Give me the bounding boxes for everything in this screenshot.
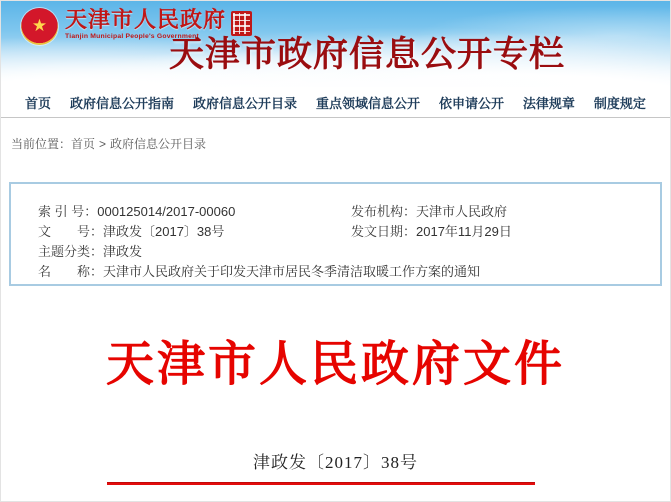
nav-item-disclosure-catalog[interactable]: 政府信息公开目录 <box>192 95 297 111</box>
nav-item-system-rules[interactable]: 制度规定 <box>593 95 646 111</box>
meta-docno <box>38 225 351 239</box>
meta-date-label: 发文日期： <box>351 224 417 239</box>
site-banner <box>1 1 670 87</box>
meta-row-4 <box>38 265 650 279</box>
meta-row-1 <box>38 205 650 219</box>
banner-title: 天津市政府信息公开专栏 <box>169 35 566 74</box>
breadcrumb-home-link[interactable]: 首页 <box>71 137 96 151</box>
main-nav <box>1 87 670 118</box>
meta-name <box>38 265 480 279</box>
nav-item-laws-regulations[interactable]: 法律规章 <box>522 95 575 111</box>
nav-item-apply-disclosure[interactable]: 依申请公开 <box>438 95 504 111</box>
meta-topic-value: 津政发 <box>103 244 143 259</box>
site-name: 天津市人民政府 <box>65 7 227 32</box>
meta-index-label: 索 引 号： <box>38 204 98 219</box>
meta-name-value: 天津市人民政府关于印发天津市居民冬季清洁取暖工作方案的通知 <box>103 264 481 279</box>
meta-issuer-value: 天津市人民政府 <box>416 204 508 219</box>
meta-docno-label: 文 号： <box>38 224 104 239</box>
meta-row-3 <box>38 245 650 259</box>
meta-issuer <box>351 205 507 219</box>
breadcrumb-separator: > <box>99 137 107 151</box>
breadcrumb <box>11 135 206 152</box>
meta-row-2 <box>38 225 650 239</box>
document-letterhead-title: 天津市人民政府文件 <box>105 338 565 391</box>
meta-name-label: 名 称： <box>38 264 104 279</box>
letterhead-red-divider <box>107 482 535 485</box>
national-emblem-icon: ★ <box>21 8 58 45</box>
nav-item-disclosure-guide[interactable]: 政府信息公开指南 <box>69 95 174 111</box>
meta-topic <box>38 245 351 259</box>
meta-index <box>38 205 351 219</box>
meta-topic-label: 主题分类： <box>38 244 104 259</box>
nav-item-home[interactable]: 首页 <box>25 95 52 111</box>
site-name-en: Tianjin Municipal People's Government <box>65 33 199 40</box>
document-number: 津政发〔2017〕38号 <box>253 453 418 472</box>
meta-index-value: 000125014/2017-00060 <box>97 204 236 219</box>
meta-date-value: 2017年11月29日 <box>416 224 512 239</box>
nav-item-key-areas[interactable]: 重点领域信息公开 <box>315 95 420 111</box>
meta-docno-value: 津政发〔2017〕38号 <box>103 224 225 239</box>
breadcrumb-prefix: 当前位置： <box>11 137 72 151</box>
meta-date <box>351 225 512 239</box>
document-metadata-box <box>9 182 662 286</box>
breadcrumb-current: 政府信息公开目录 <box>110 137 207 151</box>
meta-issuer-label: 发布机构： <box>351 204 417 219</box>
